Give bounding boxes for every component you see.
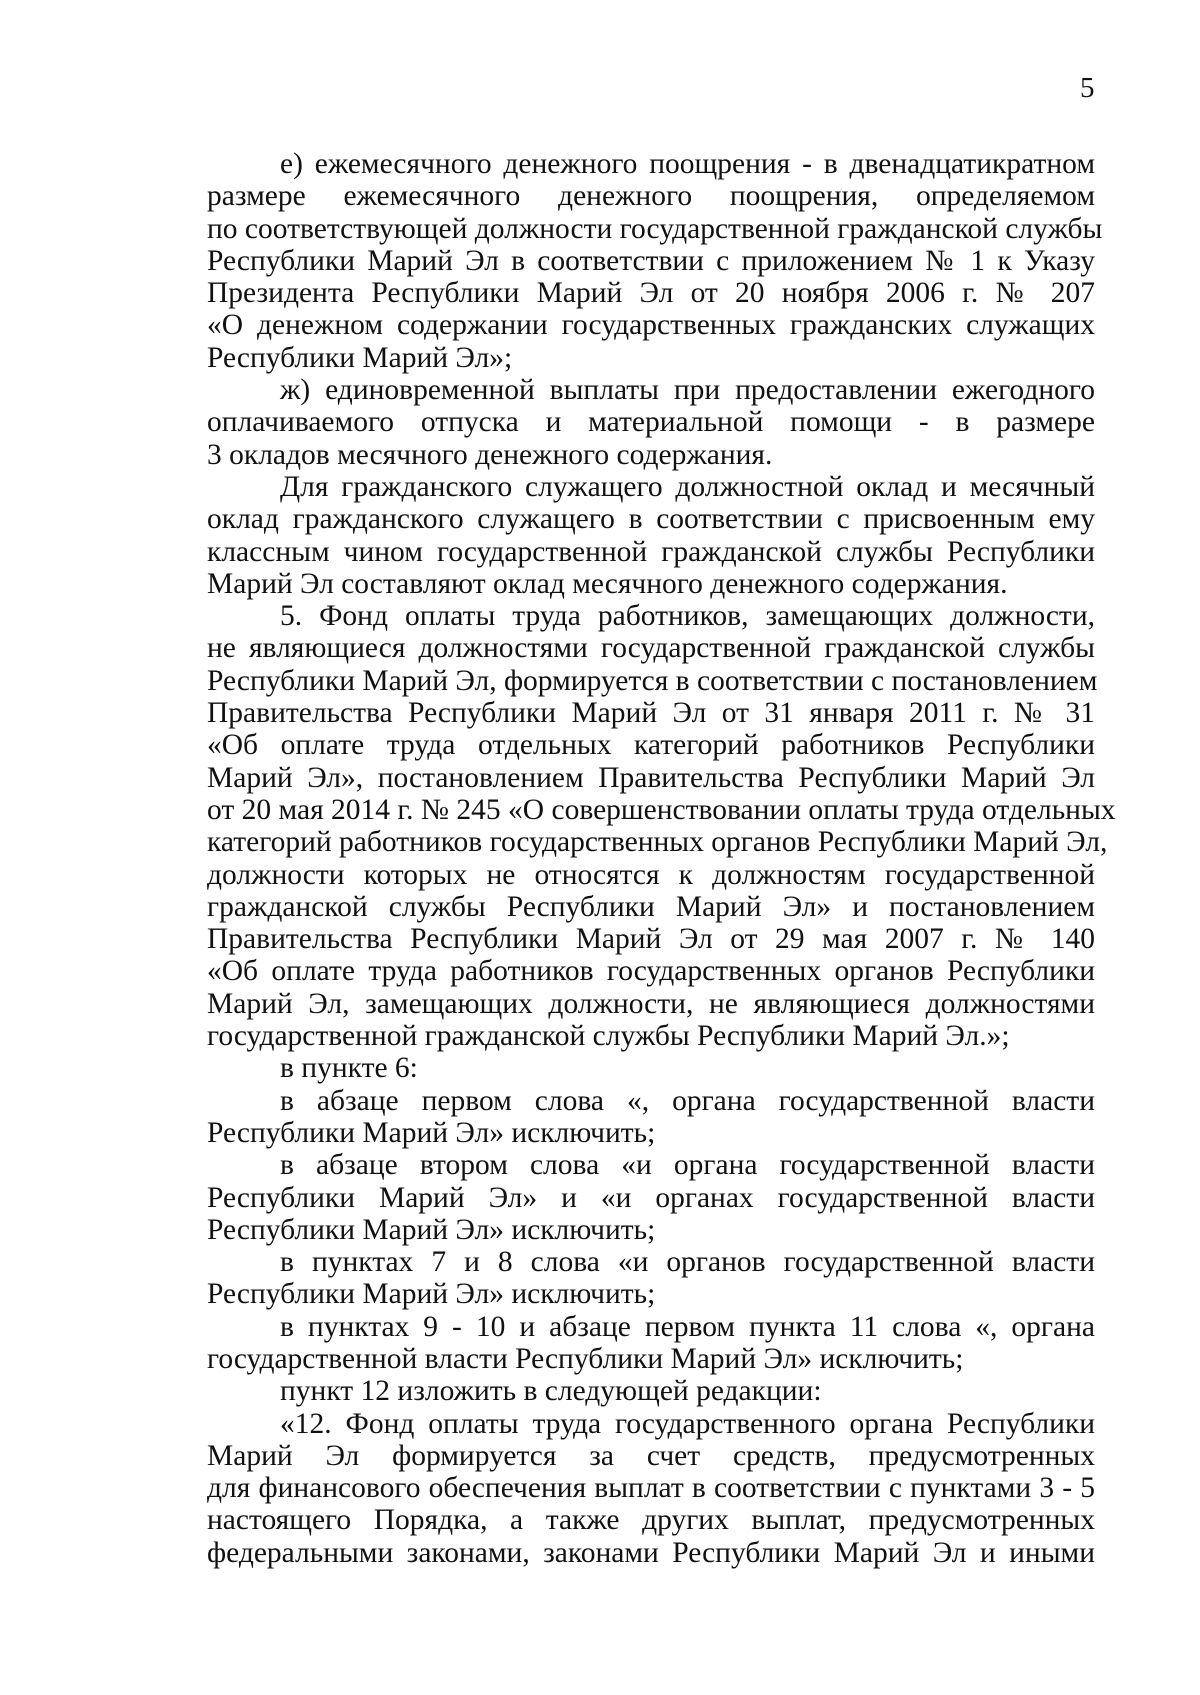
text-line: в пунктах 9 - 10 и абзаце первом пункта 11 слова «, органа: [280, 1310, 1095, 1343]
text-line: 3 окладов месячного денежного содержания.: [207, 438, 773, 471]
text-line: оплачиваемого отпуска и материальной помощи - в размере: [207, 406, 1095, 439]
text-line: не являющиеся должностями государственной гражданской службы: [207, 632, 1095, 665]
text-line: оклад гражданского служащего в соответствии с присвоенным ему: [207, 503, 1095, 536]
text-line: государственной гражданской службы Республики Марий Эл.»;: [207, 1020, 1010, 1053]
text-line: Президента Республики Марий Эл от 20 ноября 2006 г. № 207: [207, 277, 1095, 310]
page-number: 5: [1080, 72, 1095, 104]
text-line: в абзаце первом слова «, органа государственной власти: [280, 1084, 1095, 1117]
text-line: Республики Марий Эл»;: [207, 341, 513, 374]
text-line: должности которых не относятся к должностям государственной: [207, 858, 1095, 891]
text-line: в пункте 6:: [280, 1052, 418, 1085]
text-line: Республики Марий Эл» исключить;: [207, 1278, 656, 1311]
text-line: по соответствующей должности государственной гражданской службы: [207, 212, 1103, 245]
text-line: настоящего Порядка, а также других выплат, предусмотренных: [207, 1504, 1095, 1537]
text-line: 5. Фонд оплаты труда работников, замещающих должности,: [280, 600, 1095, 633]
text-line: Правительства Республики Марий Эл от 31 января 2011 г. № 31: [207, 697, 1095, 730]
text-line: «Об оплате труда работников государственных органов Республики: [207, 955, 1095, 988]
text-line: Марий Эл, замещающих должности, не являющиеся должностями: [207, 987, 1095, 1020]
text-line: федеральными законами, законами Республики Марий Эл и иными: [207, 1536, 1095, 1569]
text-line: Марий Эл формируется за счет средств, предусмотренных: [207, 1439, 1095, 1472]
text-line: в абзаце втором слова «и органа государственной власти: [280, 1149, 1095, 1182]
text-line: для финансового обеспечения выплат в соответствии с пунктами 3 - 5: [207, 1472, 1095, 1505]
text-line: Марий Эл составляют оклад месячного денежного содержания.: [207, 567, 1008, 600]
text-line: классным чином государственной гражданской службы Республики: [207, 535, 1095, 568]
text-line: е) ежемесячного денежного поощрения - в двенадцатикратном: [280, 148, 1095, 180]
text-line: Марий Эл», постановлением Правительства Республики Марий Эл: [207, 761, 1095, 794]
text-line: Республики Марий Эл, формируется в соответствии с постановлением: [207, 664, 1098, 697]
text-line: Республики Марий Эл» исключить;: [207, 1116, 656, 1149]
text-line: Республики Марий Эл» и «и органах государственной власти: [207, 1181, 1095, 1214]
text-line: государственной власти Республики Марий Эл» исключить;: [207, 1342, 964, 1375]
text-line: «О денежном содержании государственных гражданских служащих: [207, 309, 1095, 342]
text-line: категорий работников государственных органов Республики Марий Эл,: [207, 826, 1108, 859]
text-line: гражданской службы Республики Марий Эл» и постановлением: [207, 890, 1095, 923]
text-line: Для гражданского служащего должностной оклад и месячный: [280, 470, 1095, 503]
text-line: в пунктах 7 и 8 слова «и органов государственной власти: [280, 1246, 1095, 1279]
text-line: Республики Марий Эл» исключить;: [207, 1213, 656, 1246]
document-body: [207, 148, 1116, 1569]
text-line: размере ежемесячного денежного поощрения, определяемом: [207, 180, 1095, 213]
text-line: Правительства Республики Марий Эл от 29 мая 2007 г. № 140: [207, 923, 1095, 956]
text-line: «Об оплате труда отдельных категорий работников Республики: [207, 729, 1095, 762]
text-line: ж) единовременной выплаты при предоставлении ежегодного: [280, 374, 1095, 407]
text-line: «12. Фонд оплаты труда государственного органа Республики: [280, 1407, 1095, 1440]
text-line: Республики Марий Эл в соответствии с приложением № 1 к Указу: [207, 244, 1095, 277]
text-line: пункт 12 изложить в следующей редакции:: [280, 1375, 822, 1408]
text-line: от 20 мая 2014 г. № 245 «О совершенствовании оплаты труда отдельных: [207, 793, 1116, 826]
